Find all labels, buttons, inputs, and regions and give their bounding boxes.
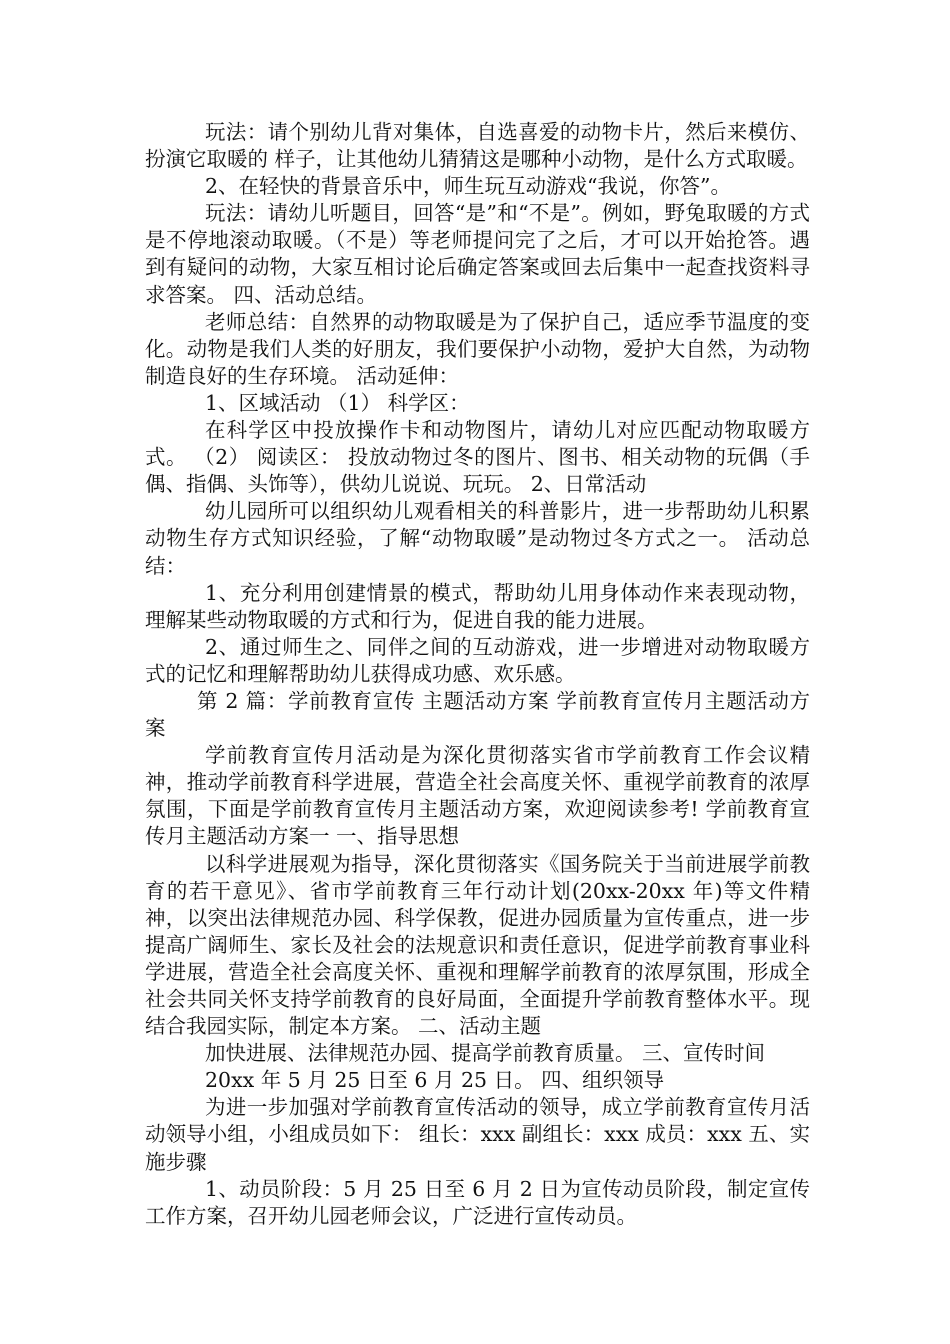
paragraph: 1、动员阶段：5 月 25 日至 6 月 2 日为宣传动员阶段，制定宣传工作方案，召开幼儿园老师会议，广泛进行宣传动员。 [145,1176,810,1228]
paragraph: 学前教育宣传月活动是为深化贯彻落实省市学前教育工作会议精神，推动学前教育科学进展，营造全社会高度关怀、重视学前教育的浓厚氛围，下面是学前教育宣传月主题活动方案，欢迎阅读参考! 学前教育宣传月主题活动方案一 一、指导思想 [145,743,810,849]
paragraph: 玩法：请幼儿听题目，回答“是”和“不是”。例如，野兔取暖的方式是不停地滚动取暖。（不是）等老师提问完了之后，才可以开始抢答。遇到有疑问的动物，大家互相讨论后确定答案或回去后集中一起查找资料寻求答案。 四、活动总结。 [145,201,810,307]
paragraph: 玩法：请个别幼儿背对集体，自选喜爱的动物卡片，然后来模仿、扮演它取暖的 样子，让其他幼儿猜猜这是哪种小动物，是什么方式取暖。 [145,120,810,172]
paragraph: 1、充分利用创建情景的模式，帮助幼儿用身体动作来表现动物，理解某些动物取暖的方式和行为，促进自我的能力进展。 [145,580,810,632]
paragraph: 加快进展、法律规范办园、提高学前教育质量。 三、宣传时间 [205,1041,766,1066]
paragraph: 20xx 年 5 月 25 日至 6 月 25 日。 四、组织领导 [205,1068,665,1093]
document-body [145,119,810,1230]
paragraph: 1、区域活动 （1） 科学区： [205,390,470,415]
paragraph: 老师总结：自然界的动物取暖是为了保护自己，适应季节温度的变化。动物是我们人类的好朋友，我们要保护小动物，爱护大自然，为动物制造良好的生存环境。 活动延伸： [145,309,810,388]
section-heading: 第 2 篇：学前教育宣传 主题活动方案 学前教育宣传月主题活动方案 [145,688,810,741]
paragraph: 幼儿园所可以组织幼儿观看相关的科普影片，进一步帮助幼儿积累动物生存方式知识经验，了解“动物取暖”是动物过冬方式之一。 活动总结： [145,499,810,578]
paragraph: 以科学进展观为指导，深化贯彻落实《国务院关于当前进展学前教育的若干意见》、省市学前教育三年行动计划(20xx-20xx 年)等文件精神，以突出法律规范办园、科学保教，促进办园质量为宣传重点，进一步提高广阔师生、家长及社会的法规意识和责任意识，促进学前教育事业科学进展，营造全社会高度关怀、重视和理解学前教育的浓厚氛围，形成全社会共同关怀支持学前教育的良好局面，全面提升学前教育整体水平。现结合我园实际，制定本方案。 二、活动主题 [145,851,810,1039]
paragraph: 为进一步加强对学前教育宣传活动的领导，成立学前教育宣传月活动领导小组，小组成员如下： 组长：xxx 副组长：xxx 成员：xxx 五、实施步骤 [145,1095,810,1174]
paragraph: 2、在轻快的背景音乐中，师生玩互动游戏“我说，你答”。 [205,174,732,199]
paragraph: 2、通过师生之、同伴之间的互动游戏，进一步增进对动物取暖方式的记忆和理解帮助幼儿获得成功感、欢乐感。 [145,634,810,686]
paragraph: 在科学区中投放操作卡和动物图片，请幼儿对应匹配动物取暖方式。 （2） 阅读区： 投放动物过冬的图片、图书、相关动物的玩偶（手偶、指偶、头饰等），供幼儿说说、玩玩。 2、日常活动 [145,418,810,497]
